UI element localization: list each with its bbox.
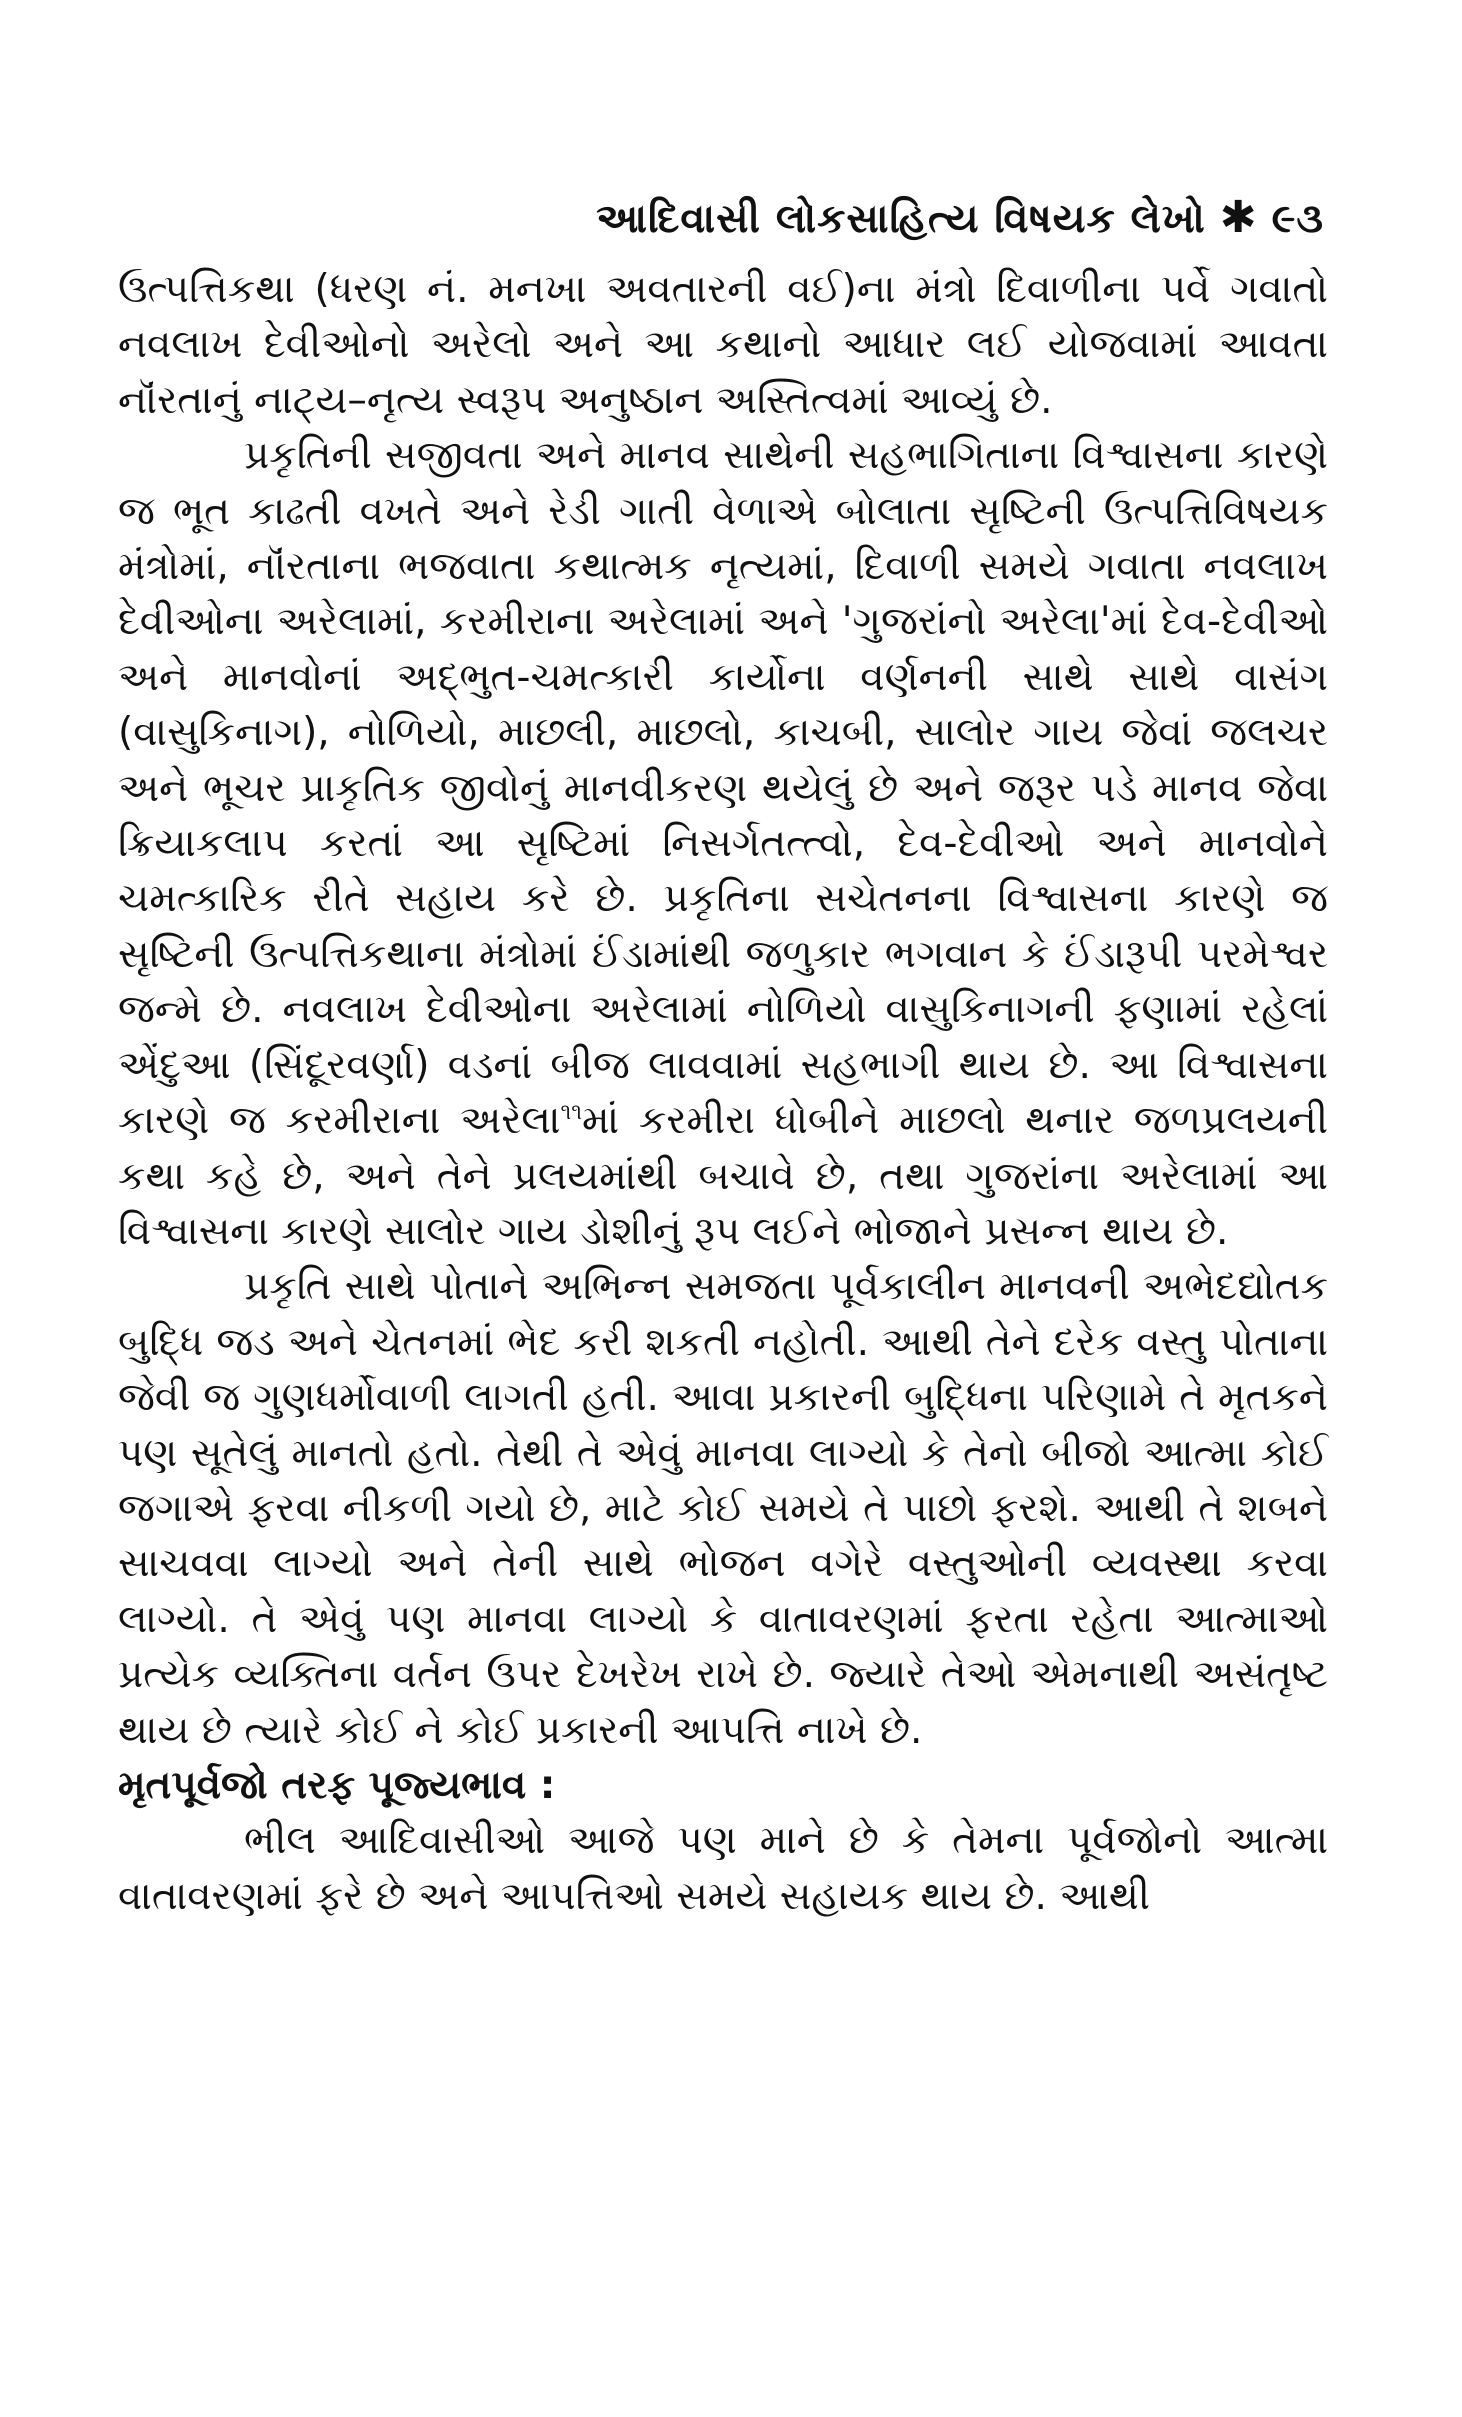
page-number: ૯૩ — [1271, 196, 1324, 242]
paragraph-3: પ્રકૃતિ સાથે પોતાને અભિન્ન સમજતા પૂર્વકાલીન માનવની અભેદદ્યોતક બુદ્ધિ જડ અને ચેતનમાં ભેદ કરી શકતી નહોતી. આથી તેને દરેક વસ્તુ પોતાના જેવી જ ગુણધર્મોવાળી લાગતી હતી. આવા પ્રકારની બુદ્ધિના પરિણામે તે મૃતકને પણ સૂતેલું માનતો હતો. તેથી તે એવું માનવા લાગ્યો કે તેનો બીજો આત્મા કોઈ જગાએ ફરવા નીકળી ગયો છે, માટે કોઈ સમયે તે પાછો ફરશે. આથી તે શબને સાચવવા લાગ્યો અને તેની સાથે ભોજન વગેરે વસ્તુઓની વ્યવસ્થા કરવા લાગ્યો. તે એવું પણ માનવા લાગ્યો કે વાતાવરણમાં ફરતા રહેતા આત્માઓ પ્રત્યેક વ્યક્તિના વર્તન ઉપર દેખરેખ રાખે છે. જ્યારે તેઓ એમનાથી અસંતૃષ્ટ થાય છે ત્યારે કોઈ ને કોઈ પ્રકારની આપત્તિ નાખે છે. — [118, 1264, 1328, 1753]
running-header-title: આદિવાસી લોકસાહિત્ય વિષયક લેખો — [596, 196, 1206, 242]
footnote-marker: ૧૧ — [560, 1100, 582, 1126]
asterisk-separator-icon: ✱ — [1219, 192, 1258, 243]
body-text — [118, 262, 1328, 1924]
paragraph-1: ઉત્પત્તિકથા (ધરણ નં. મનખા અવતારની વઈ)ના મંત્રો દિવાળીના પર્વે ગવાતો નવલાખ દેવીઓનો અરેલો અને આ કથાનો આધાર લઈ યોજવામાં આવતા નૉંરતાનું નાટ્ય–નૃત્ય સ્વરૂપ અનુષ્ઠાન અસ્તિત્વમાં આવ્યું છે. — [118, 267, 1328, 423]
paragraph-2-text-a: પ્રકૃતિની સજીવતા અને માનવ સાથેની સહભાગિતાના વિશ્વાસના કારણે જ ભૂત કાઢતી વખતે અને રેડી ગાતી વેળાએ બોલાતા સૃષ્ટિની ઉત્પત્તિવિષયક મંત્રોમાં, નૉંરતાના ભજવાતા કથાત્મક નૃત્યમાં, દિવાળી સમયે ગવાતા નવલાખ દેવીઓના અરેલામાં, કરમીરાના અરેલામાં અને 'ગુજરાંનો અરેલા'માં દેવ-દેવીઓ અને માનવોનાં અદ્ભુત-ચમત્કારી કાર્યોના વર્ણનની સાથે સાથે વાસંગ (વાસુકિનાગ), નોળિયો, માછલી, માછલો, કાચબી, સાલોર ગાય જેવાં જલચર અને ભૂચર પ્રાકૃતિક જીવોનું માનવીકરણ થયેલું છે અને જરૂર પડે માનવ જેવા ક્રિયાકલાપ કરતાં આ સૃષ્ટિમાં નિસર્ગતત્ત્વો, દેવ-દેવીઓ અને માનવોને ચમત્કારિક રીતે સહાય કરે છે. પ્રકૃતિના સચેતનના વિશ્વાસના કારણે જ સૃષ્ટિની ઉત્પત્તિકથાના મંત્રોમાં ઈંડામાંથી જળુકાર ભગવાન કે ઈંડારૂપી પરમેશ્વર જન્મે છે. નવલાખ દેવીઓના અરેલામાં નોળિયો વાસુકિનાગની ફણામાં રહેલાં એંદુઆ (સિંદૂરવર્ણા) વડનાં બીજ લાવવામાં સહભાગી થાય છે. આ વિશ્વાસના કારણે જ કરમીરાના અરેલા — [118, 433, 1328, 1144]
running-header — [596, 192, 1324, 243]
paragraph-2 — [118, 428, 1328, 1259]
section-heading: મૃતપૂર્વજો તરફ પૂજ્યભાવ : — [118, 1762, 556, 1808]
section-paragraph: ભીલ આદિવાસીઓ આજે પણ માને છે કે તેમના પૂર્વજોનો આત્મા વાતાવરણમાં ફરે છે અને આપત્તિઓ સમયે સહાયક થાય છે. આથી — [118, 1818, 1328, 1919]
paragraph-2-text-b: માં કરમીરા ધોબીને માછલો થનાર જળપ્રલયની કથા કહે છે, અને તેને પ્રલયમાંથી બચાવે છે, તથા ગુજરાંના અરેલામાં આ વિશ્વાસના કારણે સાલોર ગાય ડોશીનું રૂપ લઈને ભોજાને પ્રસન્ન થાય છે. — [118, 1098, 1328, 1254]
